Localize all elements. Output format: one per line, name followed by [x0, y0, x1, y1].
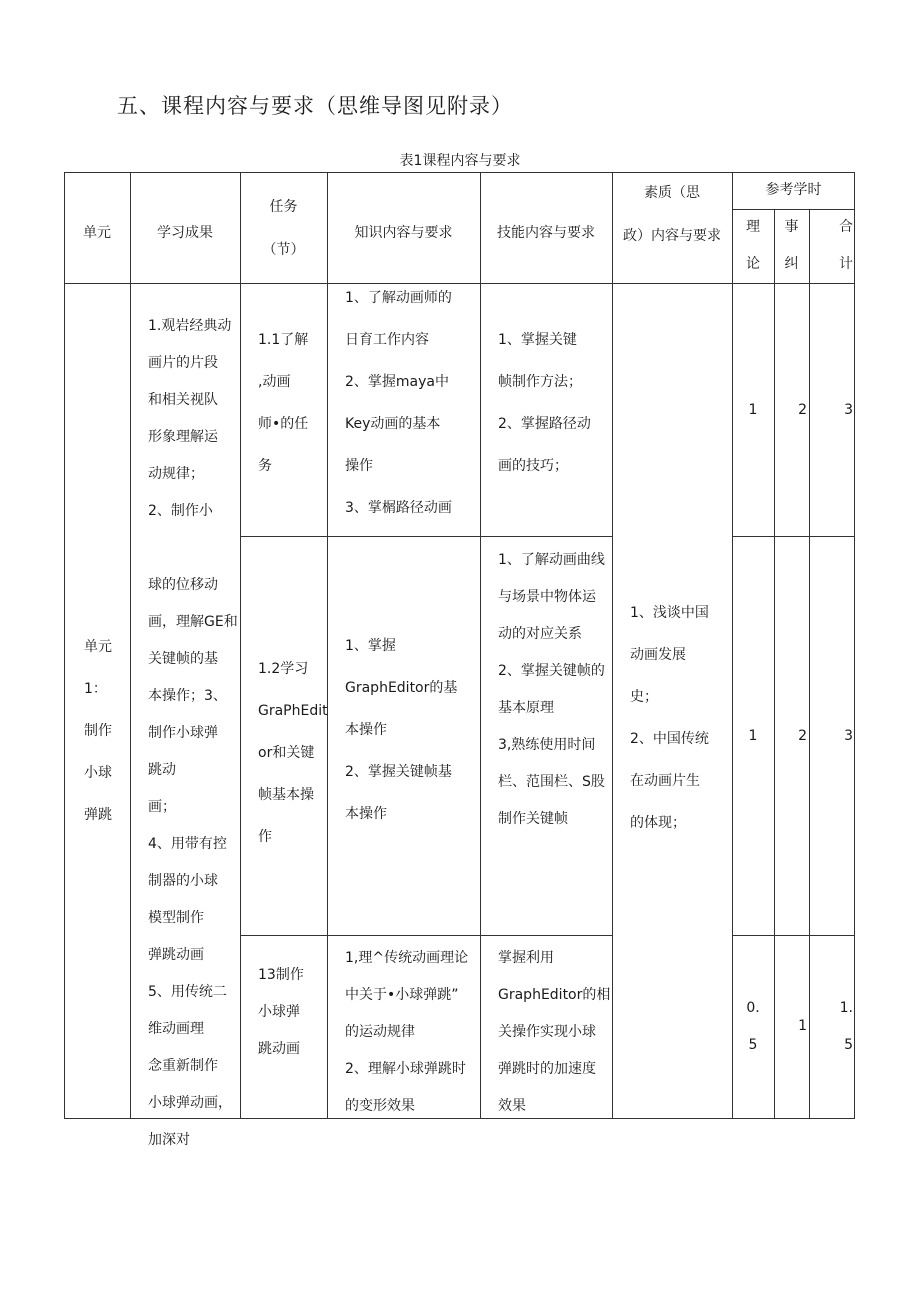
practice-hours: 1 — [798, 1018, 807, 1034]
knowledge-text: 1、了解动画师的 日育工作内容 2、掌握maya中 Key动画的基本 操作 3、掌榍路径动画 — [345, 290, 452, 516]
total-hours: 1. 5 — [839, 1000, 853, 1053]
theory-hours: 1 — [748, 402, 758, 418]
practice-hours: 2 — [798, 402, 807, 418]
task-text: 13制作 小球弹 跳动画 — [258, 967, 304, 1057]
unit-name: 单元 1： 制作 小球 弹跳 — [84, 639, 112, 823]
header-quality: 素质（思 政）内容与要求 — [623, 185, 721, 244]
header-theory: 理 论 — [746, 219, 760, 272]
quality-requirements-text: 1、浅谈中国 动画发展 史； 2、中国传统 在动画片生 的体现； — [630, 605, 709, 831]
knowledge-text: 1、掌握 GraphEditor的基 本操作 2、掌握关键帧基 本操作 — [345, 638, 458, 822]
header-reference-hours: 参考学时 — [765, 182, 822, 198]
header-knowledge: 知识内容与要求 — [354, 225, 453, 241]
header-learning-outcome: 学习成果 — [157, 225, 213, 241]
header-task: 任务 （节） — [262, 199, 305, 258]
knowledge-text: 1,理^传统动画理论 中关于•小球弹跳” 的运动规律 2、理解小球弹跳时 的变形效果 — [345, 950, 469, 1114]
header-unit: 单元 — [83, 225, 111, 241]
skill-text: 1、了解动画曲线 与场景中物体运 动的对应关系 2、掌握关键帧的 基本原理 3,熟练使用时间 栏、范围栏、S股 制作关键帧 — [498, 552, 605, 827]
task-text: 1.1了解 ,动画 师•的任 务 — [258, 332, 309, 474]
task-text: 1.2学习 GraPhEdit or和关键 帧基本操 作 — [258, 661, 328, 845]
course-content-table — [64, 172, 855, 1148]
total-hours: 3 — [844, 402, 853, 418]
practice-hours: 2 — [798, 728, 807, 744]
section-heading: 五、课程内容与要求（思维导图见附录） — [117, 94, 513, 118]
skill-text: 1、掌握关键 帧制作方法； 2、掌握路径动 画的技巧； — [498, 332, 591, 474]
header-practice: 事 纠 — [784, 219, 799, 272]
header-total: 合 计 — [839, 219, 853, 272]
learning-outcome-text: 1.观岩经典动 画片的片段 和相关视队 形象理解运 动规律； 2、制作小 球的位移动 画，理解GE和 关键帧的基 本操作；3、 制作小球弹 跳动 画； 4、用带有控 制器的小球 模型制作 弹跳动画 5、用传统二 维动画理 念重新制作 小球弹动画， 加深对 — [148, 318, 238, 1148]
table-caption: 表1课程内容与要求 — [399, 153, 521, 169]
skill-text: 掌握利用 GraphEditor的相 关操作实现小球 弹跳时的加速度 效果 — [498, 950, 611, 1114]
total-hours: 3 — [844, 728, 853, 744]
theory-hours: 1 — [748, 728, 758, 744]
theory-hours: 0. 5 — [746, 1000, 760, 1053]
header-skill: 技能内容与要求 — [497, 225, 595, 241]
